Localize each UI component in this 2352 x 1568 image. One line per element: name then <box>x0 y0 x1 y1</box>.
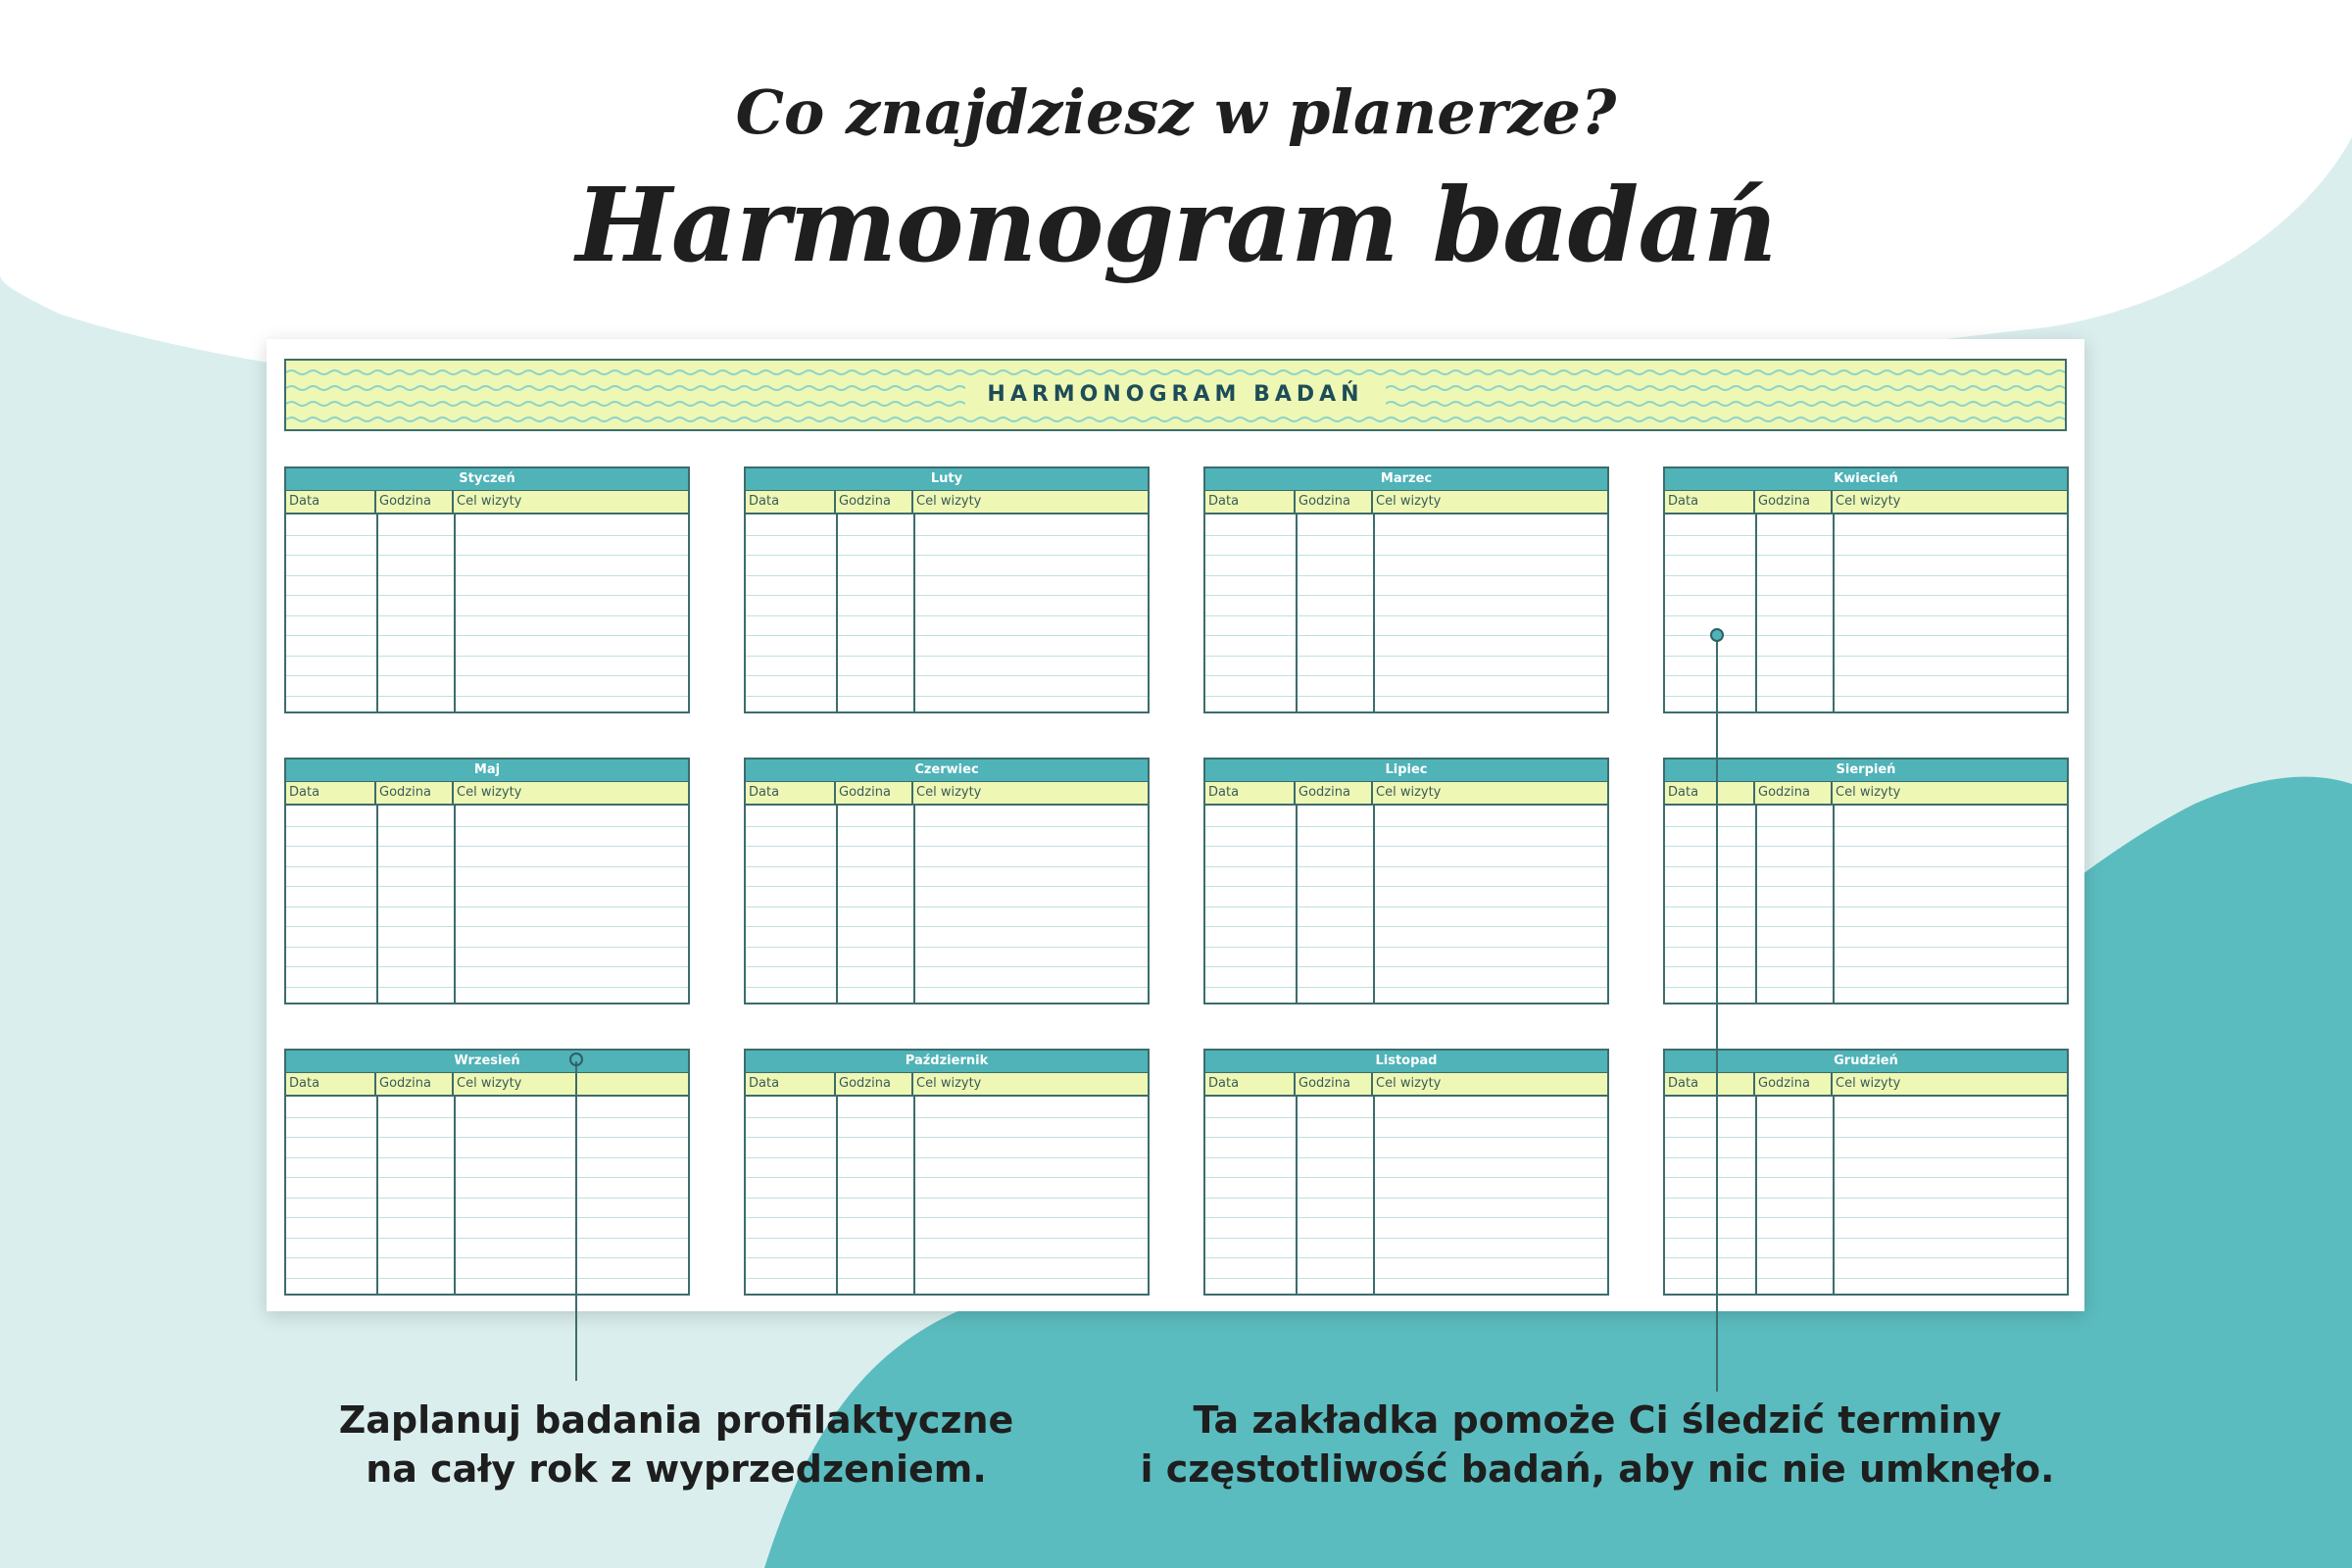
month-table <box>1663 758 2069 1004</box>
column-divider <box>454 514 456 712</box>
row-divider <box>746 1137 1148 1138</box>
row-divider <box>286 1217 688 1218</box>
column-header: Data <box>746 1073 836 1095</box>
column-header: Cel wizyty <box>916 1076 982 1091</box>
entry-rows <box>1205 514 1607 712</box>
caption-right <box>1107 1396 2087 1494</box>
column-divider <box>376 514 378 712</box>
entry-rows <box>1205 1097 1607 1295</box>
row-divider <box>1665 615 2067 616</box>
row-divider <box>1665 1137 2067 1138</box>
row-divider <box>746 555 1148 556</box>
column-header: Cel wizyty <box>1836 494 1901 509</box>
column-header: Cel wizyty <box>1836 785 1901 800</box>
caption-right-line1: Ta zakładka pomoże Ci śledzić terminy <box>1193 1398 2002 1442</box>
month-name: Maj <box>286 760 688 782</box>
row-divider <box>286 615 688 616</box>
entry-rows <box>286 1097 688 1295</box>
month-name: Październik <box>746 1051 1148 1073</box>
row-divider <box>1665 966 2067 967</box>
row-divider <box>1205 696 1607 697</box>
column-header: Data <box>286 782 376 804</box>
column-divider <box>1296 806 1298 1004</box>
month-table <box>1663 466 2069 713</box>
column-header: Cel wizyty <box>1836 1076 1901 1091</box>
column-headers <box>1205 491 1607 514</box>
row-divider <box>1205 575 1607 576</box>
entry-rows <box>1205 806 1607 1004</box>
row-divider <box>286 1137 688 1138</box>
column-header: Cel wizyty <box>1376 1076 1442 1091</box>
row-divider <box>1665 675 2067 676</box>
column-divider <box>913 514 915 712</box>
page-title: Harmonogram badań <box>575 165 1777 285</box>
callout-dot-right <box>1710 628 1724 642</box>
column-header: Data <box>1205 1073 1296 1095</box>
row-divider <box>286 826 688 827</box>
row-divider <box>1205 1278 1607 1279</box>
planner-banner <box>284 359 2067 431</box>
column-divider <box>1296 1097 1298 1295</box>
month-name: Czerwiec <box>746 760 1148 782</box>
column-header: Cel wizyty <box>457 785 522 800</box>
column-headers <box>1665 1073 2067 1097</box>
row-divider <box>1665 1238 2067 1239</box>
row-divider <box>746 846 1148 847</box>
row-divider <box>746 1177 1148 1178</box>
column-headers <box>746 782 1148 806</box>
row-divider <box>286 906 688 907</box>
row-divider <box>1665 595 2067 596</box>
month-table <box>284 758 690 1004</box>
row-divider <box>1665 555 2067 556</box>
column-headers <box>746 1073 1148 1097</box>
row-divider <box>746 947 1148 948</box>
column-divider <box>913 1097 915 1295</box>
column-header: Cel wizyty <box>1376 494 1442 509</box>
row-divider <box>286 1238 688 1239</box>
row-divider <box>1665 1257 2067 1258</box>
column-header: Godzina <box>376 1073 454 1095</box>
column-divider <box>454 806 456 1004</box>
row-divider <box>746 535 1148 536</box>
row-divider <box>1205 635 1607 636</box>
column-header: Data <box>286 1073 376 1095</box>
month-name: Sierpień <box>1665 760 2067 782</box>
month-name: Grudzień <box>1665 1051 2067 1073</box>
row-divider <box>1665 1117 2067 1118</box>
column-header: Godzina <box>836 491 913 513</box>
banner-title: HARMONOGRAM BADAŃ <box>965 382 1385 407</box>
column-headers <box>286 1073 688 1097</box>
month-table <box>284 466 690 713</box>
column-header: Data <box>746 491 836 513</box>
column-header: Godzina <box>1755 1073 1833 1095</box>
row-divider <box>1205 846 1607 847</box>
row-divider <box>1205 1157 1607 1158</box>
column-headers <box>286 782 688 806</box>
row-divider <box>746 1257 1148 1258</box>
row-divider <box>286 947 688 948</box>
row-divider <box>746 866 1148 867</box>
row-divider <box>1665 947 2067 948</box>
column-header: Cel wizyty <box>1376 785 1442 800</box>
column-divider <box>376 806 378 1004</box>
row-divider <box>286 575 688 576</box>
column-header: Data <box>1665 1073 1755 1095</box>
month-table <box>1203 1049 1609 1296</box>
row-divider <box>746 926 1148 927</box>
month-table <box>744 1049 1150 1296</box>
column-header: Godzina <box>1755 782 1833 804</box>
row-divider <box>286 696 688 697</box>
column-header: Cel wizyty <box>457 494 522 509</box>
month-name: Lipiec <box>1205 760 1607 782</box>
month-name: Luty <box>746 468 1148 491</box>
month-name: Listopad <box>1205 1051 1607 1073</box>
row-divider <box>1665 1177 2067 1178</box>
entry-rows <box>746 1097 1148 1295</box>
row-divider <box>746 826 1148 827</box>
column-divider <box>1296 514 1298 712</box>
row-divider <box>1205 615 1607 616</box>
row-divider <box>286 1198 688 1199</box>
entry-rows <box>746 806 1148 1004</box>
row-divider <box>1665 926 2067 927</box>
column-header: Godzina <box>1296 782 1373 804</box>
column-divider <box>836 806 838 1004</box>
row-divider <box>1205 555 1607 556</box>
column-header: Data <box>1665 782 1755 804</box>
row-divider <box>286 987 688 988</box>
entry-rows <box>286 514 688 712</box>
row-divider <box>746 1238 1148 1239</box>
row-divider <box>746 1198 1148 1199</box>
callout-dot-left <box>569 1053 583 1066</box>
row-divider <box>1205 1117 1607 1118</box>
month-table <box>284 1049 690 1296</box>
row-divider <box>1205 926 1607 927</box>
row-divider <box>1665 635 2067 636</box>
row-divider <box>1205 1217 1607 1218</box>
month-name: Wrzesień <box>286 1051 688 1073</box>
row-divider <box>286 886 688 887</box>
row-divider <box>746 1217 1148 1218</box>
column-divider <box>1833 1097 1835 1295</box>
row-divider <box>1205 656 1607 657</box>
column-header: Godzina <box>1296 491 1373 513</box>
column-divider <box>1373 514 1375 712</box>
row-divider <box>286 866 688 867</box>
row-divider <box>746 1157 1148 1158</box>
column-divider <box>1833 806 1835 1004</box>
entry-rows <box>1665 1097 2067 1295</box>
row-divider <box>746 966 1148 967</box>
row-divider <box>1205 1137 1607 1138</box>
row-divider <box>1205 886 1607 887</box>
row-divider <box>286 1177 688 1178</box>
column-header: Godzina <box>1296 1073 1373 1095</box>
row-divider <box>746 635 1148 636</box>
row-divider <box>1665 535 2067 536</box>
row-divider <box>746 595 1148 596</box>
row-divider <box>1665 987 2067 988</box>
caption-left <box>274 1396 1078 1494</box>
month-table <box>1663 1049 2069 1296</box>
month-name: Kwiecień <box>1665 468 2067 491</box>
row-divider <box>286 555 688 556</box>
row-divider <box>1205 535 1607 536</box>
row-divider <box>286 846 688 847</box>
column-header: Data <box>1665 491 1755 513</box>
column-divider <box>836 1097 838 1295</box>
row-divider <box>1665 846 2067 847</box>
column-header: Godzina <box>376 782 454 804</box>
month-name: Marzec <box>1205 468 1607 491</box>
row-divider <box>1205 595 1607 596</box>
month-table <box>744 758 1150 1004</box>
column-header: Godzina <box>1755 491 1833 513</box>
row-divider <box>286 1257 688 1258</box>
callout-line-left <box>575 1061 577 1381</box>
entry-rows <box>1665 806 2067 1004</box>
caption-left-line2: na cały rok z wyprzedzeniem. <box>366 1447 987 1491</box>
month-table <box>1203 466 1609 713</box>
column-header: Cel wizyty <box>457 1076 522 1091</box>
row-divider <box>746 886 1148 887</box>
column-headers <box>1205 782 1607 806</box>
row-divider <box>1665 1157 2067 1158</box>
column-divider <box>376 1097 378 1295</box>
month-table <box>744 466 1150 713</box>
entry-rows <box>1665 514 2067 712</box>
column-header: Data <box>746 782 836 804</box>
column-divider <box>1755 514 1757 712</box>
row-divider <box>1205 947 1607 948</box>
row-divider <box>1205 966 1607 967</box>
entry-rows <box>286 806 688 1004</box>
column-header: Godzina <box>836 782 913 804</box>
row-divider <box>746 575 1148 576</box>
row-divider <box>286 1117 688 1118</box>
column-headers <box>1205 1073 1607 1097</box>
row-divider <box>286 656 688 657</box>
column-header: Data <box>1205 782 1296 804</box>
column-header: Cel wizyty <box>916 494 982 509</box>
row-divider <box>1205 1198 1607 1199</box>
row-divider <box>1665 886 2067 887</box>
row-divider <box>286 1278 688 1279</box>
month-table <box>1203 758 1609 1004</box>
month-name: Styczeń <box>286 468 688 491</box>
row-divider <box>286 535 688 536</box>
row-divider <box>1665 1198 2067 1199</box>
column-divider <box>836 514 838 712</box>
row-divider <box>746 656 1148 657</box>
column-divider <box>913 806 915 1004</box>
callout-line-right <box>1716 637 1718 1392</box>
row-divider <box>1665 1217 2067 1218</box>
row-divider <box>746 615 1148 616</box>
caption-right-line2: i częstotliwość badań, aby nic nie umknęło. <box>1140 1447 2055 1491</box>
row-divider <box>286 595 688 596</box>
row-divider <box>1665 656 2067 657</box>
row-divider <box>746 696 1148 697</box>
row-divider <box>1205 1177 1607 1178</box>
row-divider <box>286 966 688 967</box>
planner-sheet <box>267 339 2084 1311</box>
row-divider <box>1665 696 2067 697</box>
caption-left-line1: Zaplanuj badania profilaktyczne <box>338 1398 1014 1442</box>
row-divider <box>1665 1278 2067 1279</box>
row-divider <box>1665 866 2067 867</box>
row-divider <box>286 635 688 636</box>
column-header: Godzina <box>376 491 454 513</box>
row-divider <box>1665 826 2067 827</box>
row-divider <box>1665 575 2067 576</box>
row-divider <box>1205 1238 1607 1239</box>
row-divider <box>746 987 1148 988</box>
column-divider <box>1373 806 1375 1004</box>
row-divider <box>1205 866 1607 867</box>
row-divider <box>1205 906 1607 907</box>
row-divider <box>286 675 688 676</box>
column-divider <box>1373 1097 1375 1295</box>
column-header: Godzina <box>836 1073 913 1095</box>
row-divider <box>1205 1257 1607 1258</box>
row-divider <box>1205 826 1607 827</box>
column-divider <box>1833 514 1835 712</box>
row-divider <box>746 906 1148 907</box>
subtitle: Co znajdziesz w planerze? <box>735 76 1617 148</box>
column-headers <box>1665 782 2067 806</box>
column-headers <box>286 491 688 514</box>
row-divider <box>746 1117 1148 1118</box>
row-divider <box>286 926 688 927</box>
column-divider <box>1755 1097 1757 1295</box>
row-divider <box>1205 675 1607 676</box>
entry-rows <box>746 514 1148 712</box>
row-divider <box>746 1278 1148 1279</box>
column-divider <box>454 1097 456 1295</box>
row-divider <box>746 675 1148 676</box>
column-header: Cel wizyty <box>916 785 982 800</box>
column-divider <box>1755 806 1757 1004</box>
column-header: Data <box>286 491 376 513</box>
column-headers <box>746 491 1148 514</box>
row-divider <box>1665 906 2067 907</box>
column-header: Data <box>1205 491 1296 513</box>
column-headers <box>1665 491 2067 514</box>
row-divider <box>1205 987 1607 988</box>
row-divider <box>286 1157 688 1158</box>
